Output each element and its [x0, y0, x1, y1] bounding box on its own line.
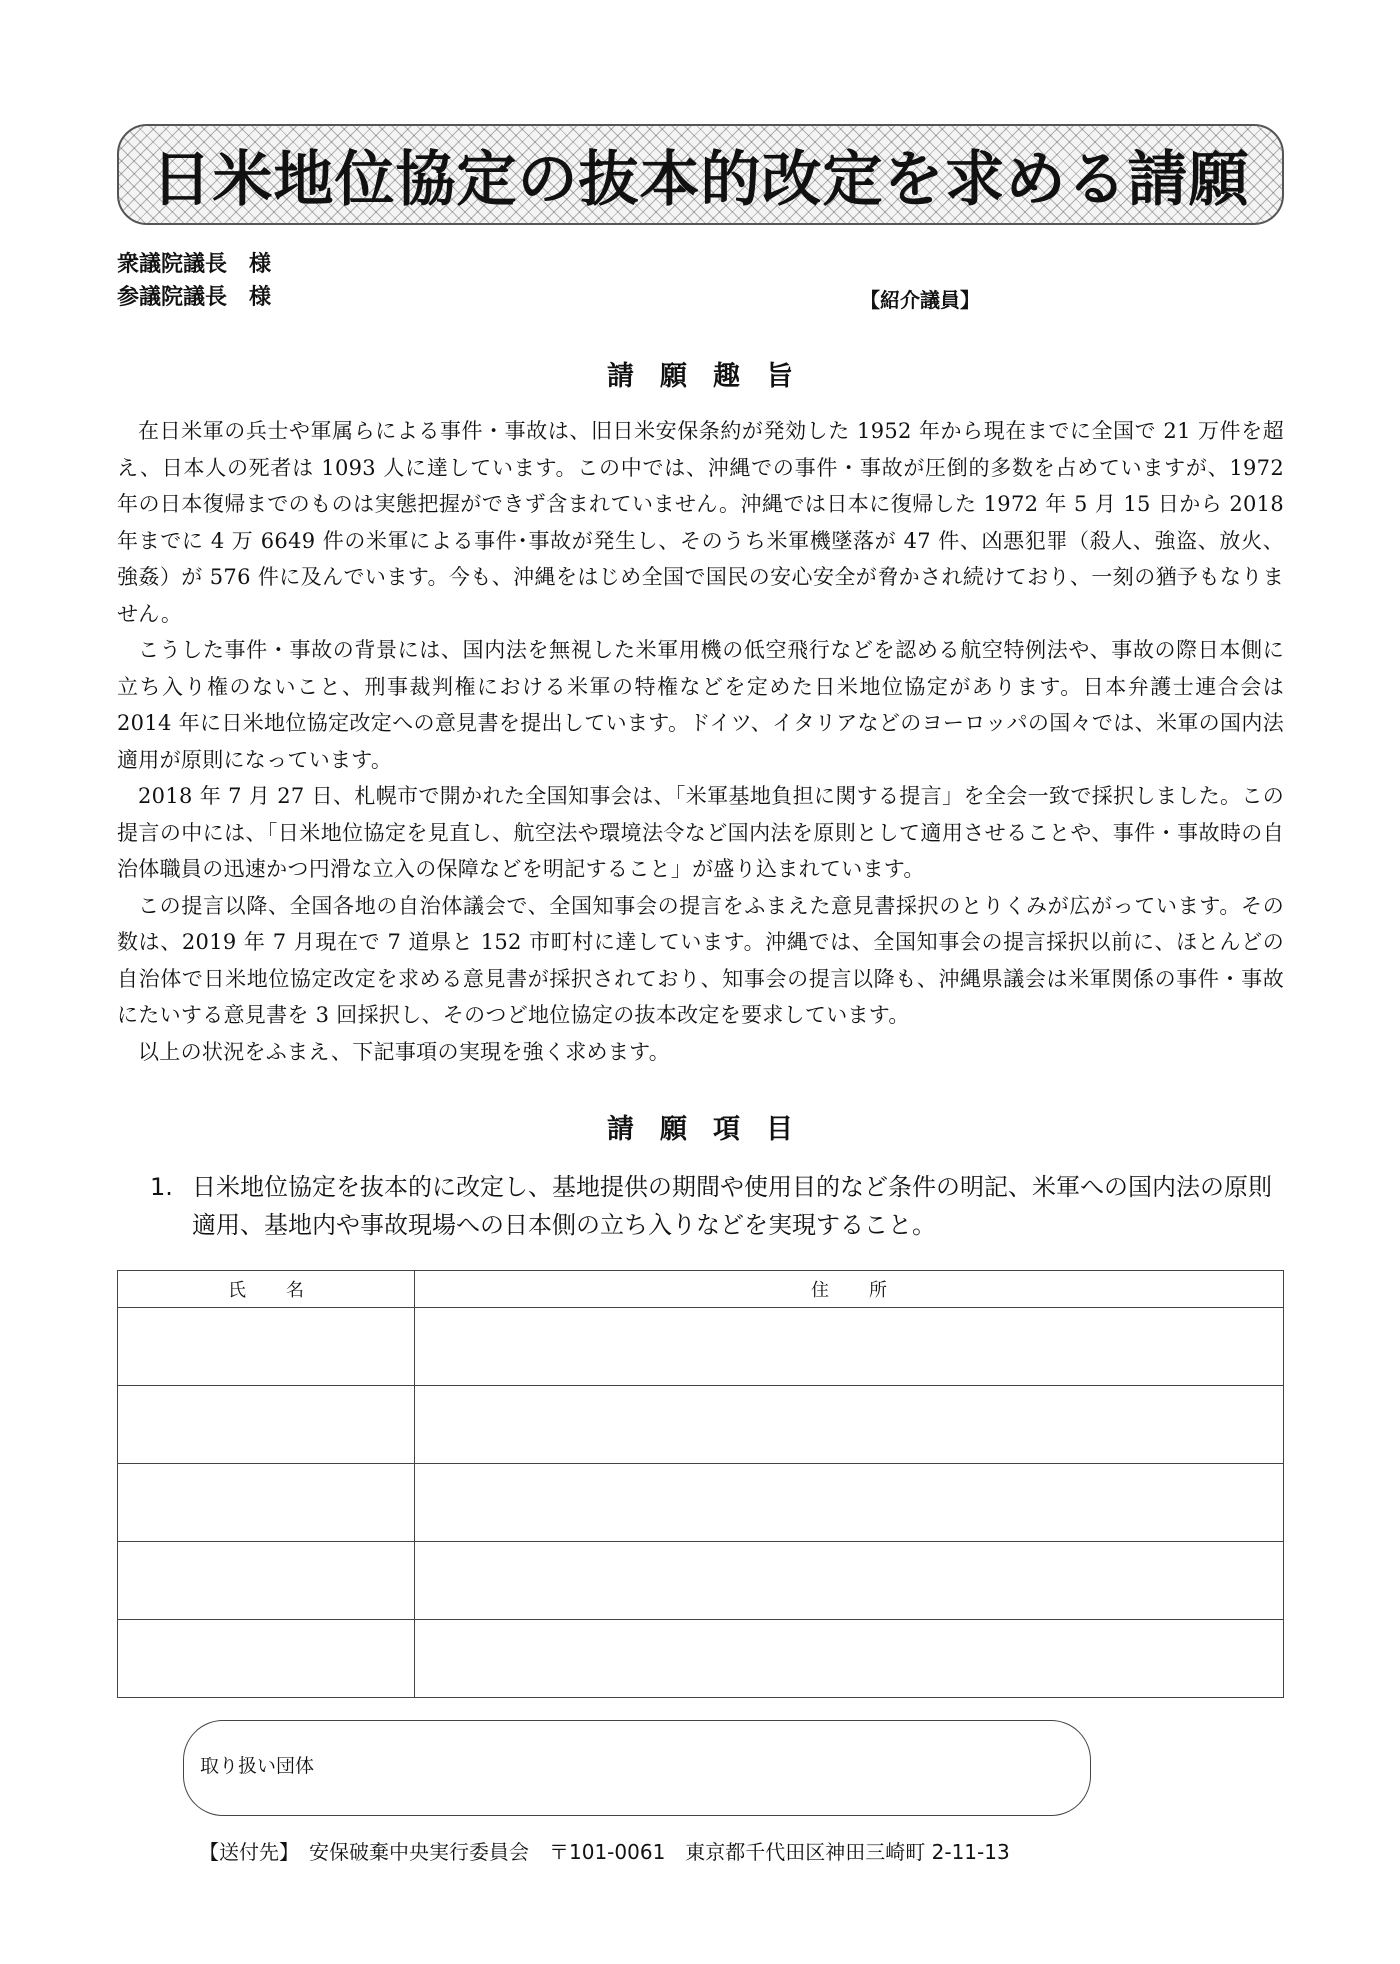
- address-cell[interactable]: [415, 1386, 1284, 1464]
- signature-row: [118, 1620, 1284, 1698]
- address-cell[interactable]: [415, 1620, 1284, 1698]
- name-cell[interactable]: [118, 1308, 415, 1386]
- name-column-header: 氏名: [118, 1271, 415, 1308]
- signature-table-header: [118, 1271, 1284, 1308]
- petition-purpose-text: [117, 413, 1284, 1070]
- signature-row: [118, 1308, 1284, 1386]
- name-cell[interactable]: [118, 1464, 415, 1542]
- purpose-paragraph: 2018 年 7 月 27 日、札幌市で開かれた全国知事会は、「米軍基地負担に関する提言」を全会一致で採択しました。この提言の中には、「日米地位協定を見直し、航空法や環境法令など国内法を原則として適用させることや、事件・事故時の自治体職員の迅速かつ円滑な立入の保障などを明記すること」が盛り込まれています。: [117, 784, 1284, 881]
- handling-organization-label: 取り扱い団体: [200, 1755, 315, 1777]
- title-banner: [117, 124, 1284, 225]
- mailing-address-footer: 【送付先】 安保破棄中央実行委員会 〒101-0061 東京都千代田区神田三崎町 2-11-13: [199, 1840, 1010, 1864]
- address-cell[interactable]: [415, 1542, 1284, 1620]
- purpose-paragraph: 以上の状況をふまえ、下記事項の実現を強く求めます。: [138, 1039, 671, 1064]
- name-cell[interactable]: [118, 1542, 415, 1620]
- name-cell[interactable]: [118, 1620, 415, 1698]
- introducer-label: 【紹介議員】: [860, 288, 980, 312]
- signature-row: [118, 1464, 1284, 1542]
- address-cell[interactable]: [415, 1308, 1284, 1386]
- petition-item-number: 1.: [150, 1173, 173, 1201]
- addressee-house-of-councillors: 参議院議長 様: [117, 285, 272, 310]
- address-cell[interactable]: [415, 1464, 1284, 1542]
- purpose-heading: 請願趣旨: [607, 361, 819, 392]
- page-title: 日米地位協定の抜本的改定を求める請願: [151, 144, 1250, 215]
- petition-item-text: 日米地位協定を抜本的に改定し、基地提供の期間や使用目的など条件の明記、米軍への国内法の原則適用、基地内や事故現場への日本側の立ち入りなどを実現すること。: [192, 1173, 1272, 1239]
- purpose-paragraph: こうした事件・事故の背景には、国内法を無視した米軍用機の低空飛行などを認める航空特例法や、事故の際日本側に立ち入り権のないこと、刑事裁判権における米軍の特権などを定めた日米地位協定があります。日本弁護士連合会は 2014 年に日米地位協定改定への意見書を提出しています。ドイツ、イタリアなどのヨーロッパの国々では、米軍の国内法適用が原則になっています。: [117, 638, 1284, 772]
- petition-item: [150, 1168, 1284, 1244]
- purpose-paragraph: 在日米軍の兵士や軍属らによる事件・事故は、旧日米安保条約が発効した 1952 年から現在までに全国で 21 万件を超え、日本人の死者は 1093 人に達しています。この中では、沖縄での事件・事故が圧倒的多数を占めていますが、1972 年の日本復帰までのものは実態把握ができず含まれていません。沖縄では日本に復帰した 1972 年 5 月 15 日から 2018 年までに 4 万 6649 件の米軍による事件･事故が発生し、そのうち米軍機墜落が 47 件、凶悪犯罪（殺人、強盗、放火、強姦）が 576 件に及んでいます。今も、沖縄をはじめ全国で国民の安心安全が脅かされ続けており、一刻の猶予もなりません。: [117, 419, 1284, 626]
- signature-row: [118, 1386, 1284, 1464]
- signature-row: [118, 1542, 1284, 1620]
- addressee-house-of-representatives: 衆議院議長 様: [117, 252, 272, 277]
- signature-table: [117, 1270, 1284, 1698]
- items-heading: 請願項目: [607, 1114, 819, 1145]
- name-cell[interactable]: [118, 1386, 415, 1464]
- purpose-paragraph: この提言以降、全国各地の自治体議会で、全国知事会の提言をふまえた意見書採択のとりくみが広がっています。その数は、2019 年 7 月現在で 7 道県と 152 市町村に達しています。沖縄では、全国知事会の提言採択以前に、ほとんどの自治体で日米地位協定改定を求める意見書が採択されており、知事会の提言以降も、沖縄県議会は米軍関係の事件・事故にたいする意見書を 3 回採択し、そのつど地位協定の抜本改定を要求しています。: [117, 893, 1284, 1027]
- handling-organization-box[interactable]: [183, 1720, 1091, 1816]
- address-column-header: 住所: [415, 1271, 1284, 1308]
